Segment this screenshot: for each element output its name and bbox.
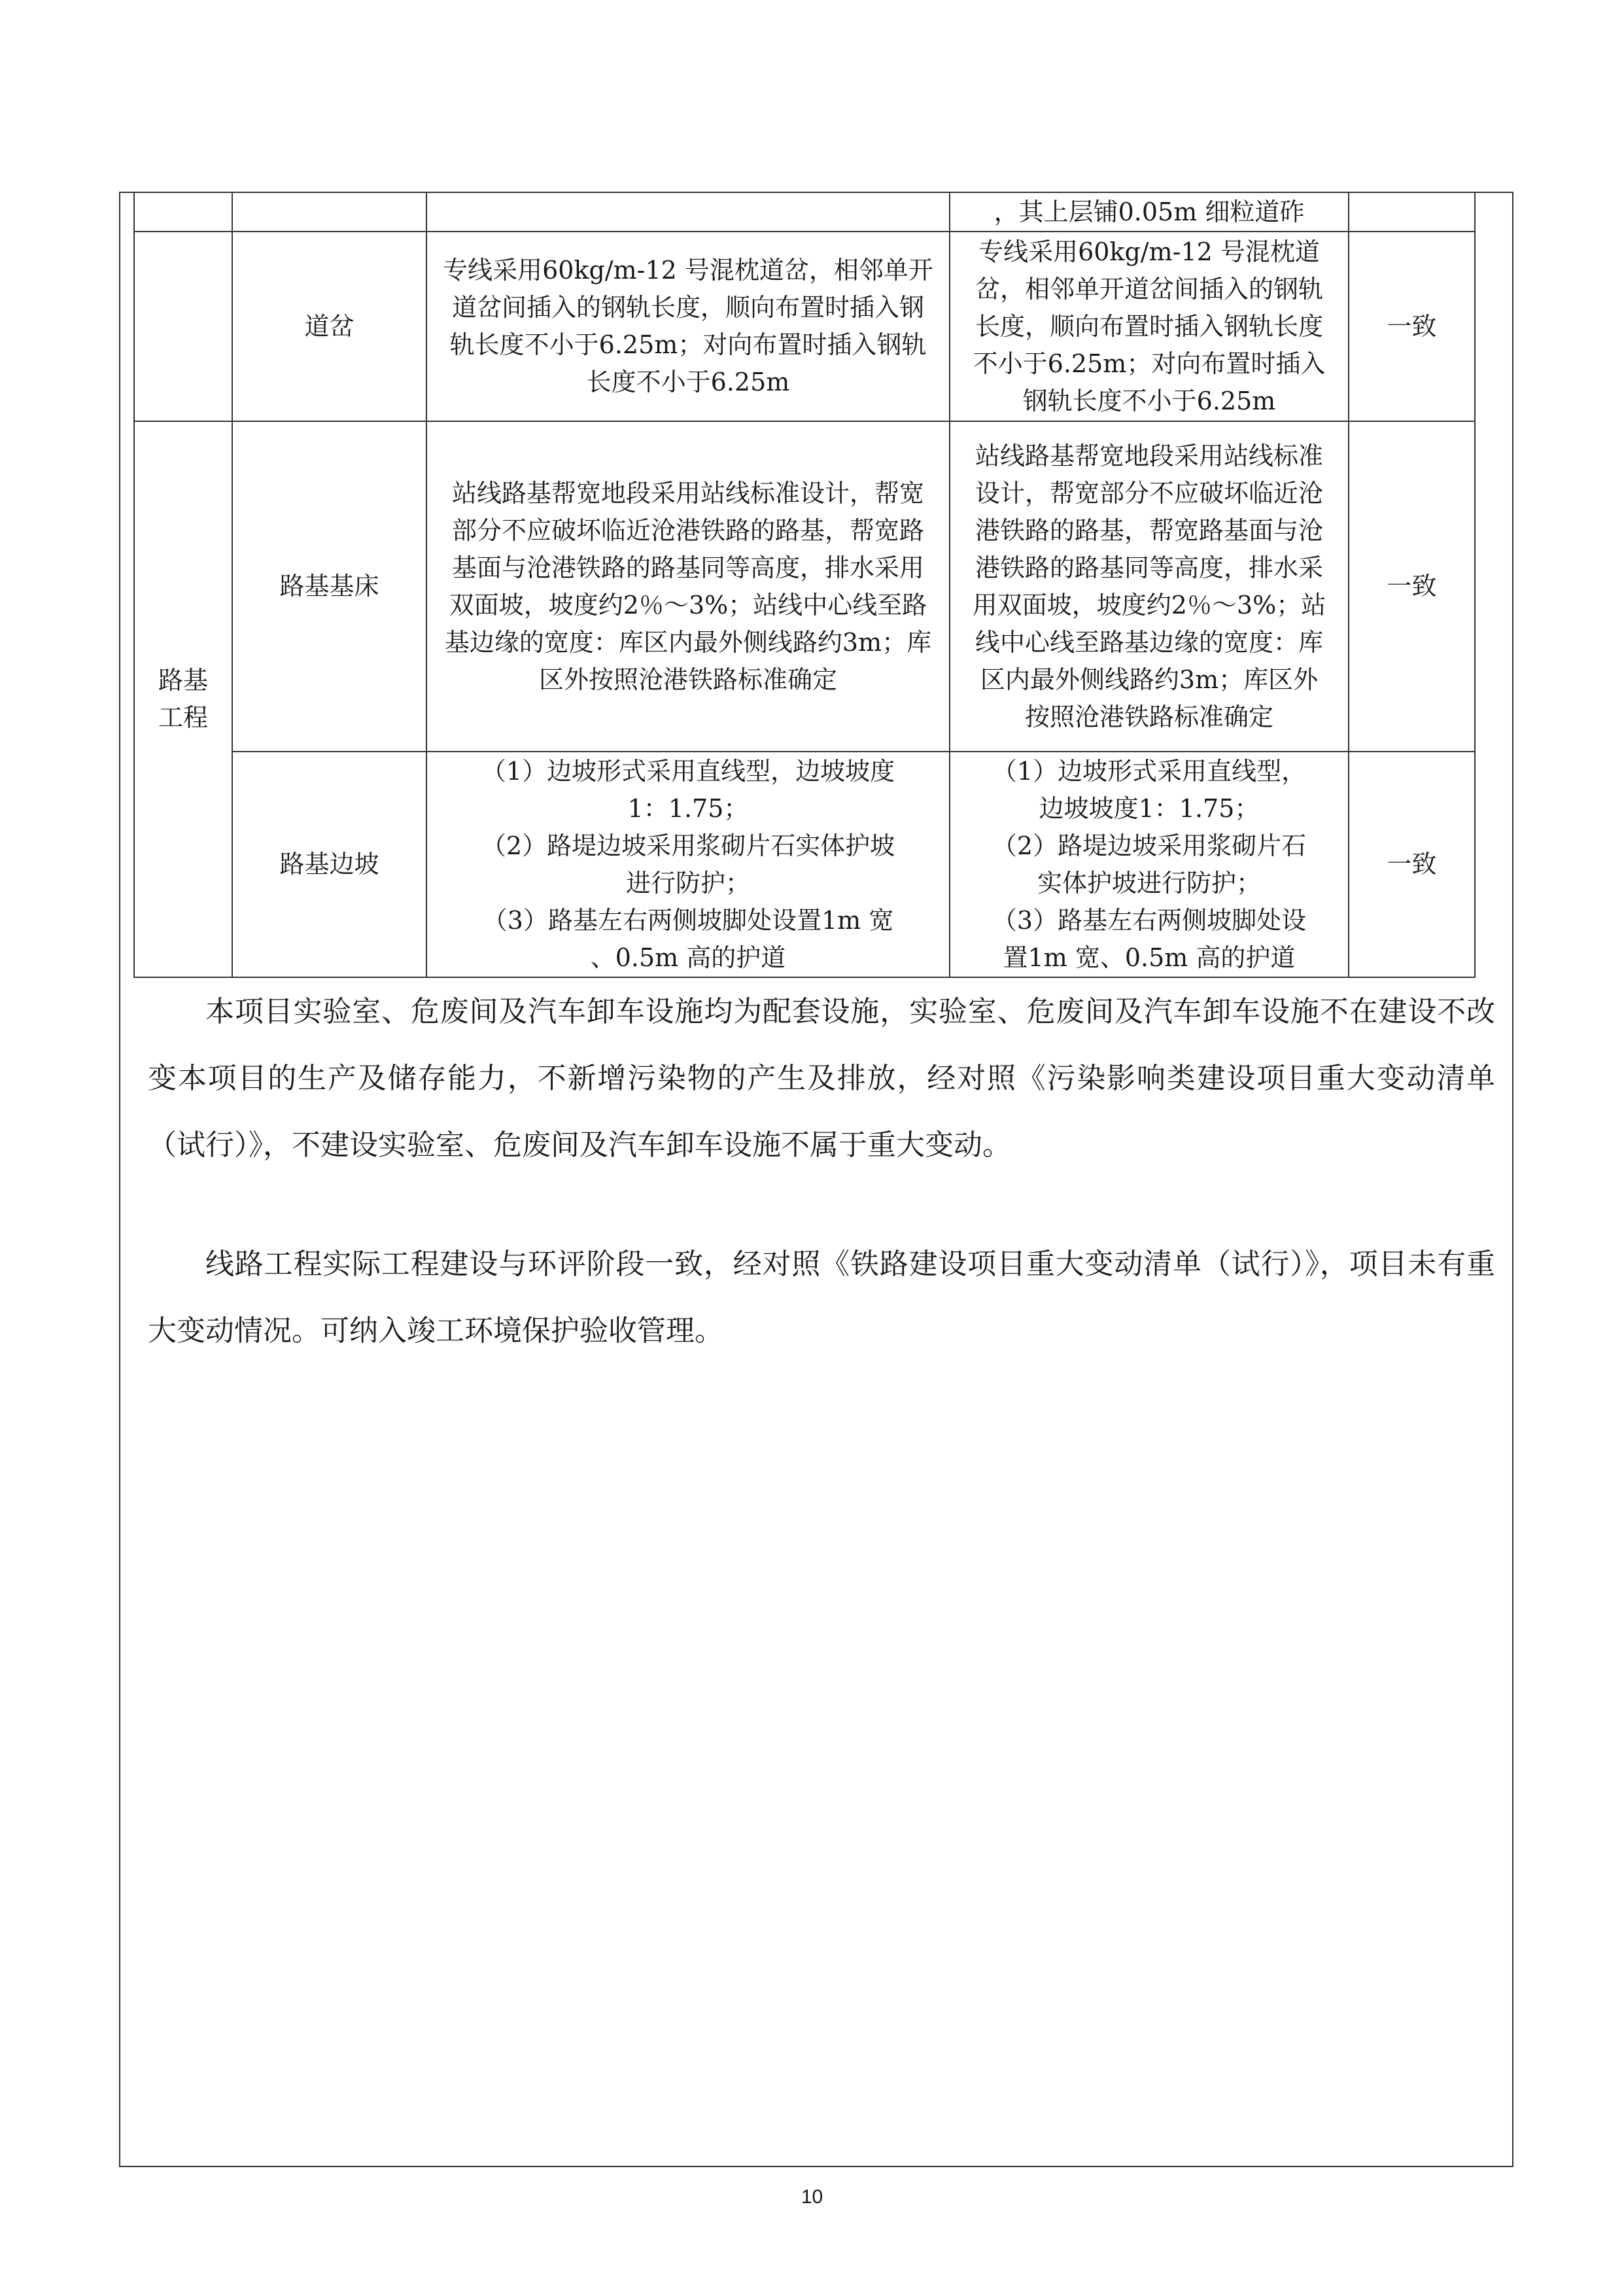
turnout-result: 一致: [1349, 232, 1475, 421]
table-cell-top-result: [1349, 192, 1475, 232]
slope-eia-line: （1）边坡形式采用直线型，边坡坡度: [481, 756, 895, 786]
page-number: 10: [801, 2186, 823, 2208]
slope-eia: [426, 752, 950, 977]
table-cell: [134, 192, 232, 232]
slope-eia-line: 进行防护；: [625, 868, 750, 897]
table-row-top: [134, 192, 1475, 232]
slope-eia-line: 、0.5m 高的护道: [590, 943, 786, 972]
turnout-eia: 专线采用60kg/m-12 号混枕道岔，相邻单开道岔间插入的钢轨长度，顺向布置时插入钢轨长度不小于6.25m；对向布置时插入钢轨长度不小于6.25m: [426, 232, 950, 421]
table-cell: [426, 192, 950, 232]
subgrade-label-line2: 工程: [158, 703, 208, 732]
slope-actual-line: 边坡坡度1：1.75；: [1039, 793, 1260, 823]
bed-result: 一致: [1349, 421, 1475, 752]
table-row-turnout: [134, 232, 1475, 421]
comparison-table: [133, 192, 1476, 978]
slope-actual-line: 置1m 宽、0.5m 高的护道: [1003, 943, 1296, 972]
table-cell: [232, 192, 426, 232]
slope-result: 一致: [1349, 752, 1475, 977]
table-cell: [134, 232, 232, 421]
bed-eia: 站线路基帮宽地段采用站线标准设计，帮宽部分不应破坏临近沧港铁路的路基，帮宽路基面与沧港铁路的路基同等高度，排水采用双面坡，坡度约2％～3%；站线中心线至路基边缘的宽度：库区内最外侧线路约3m；库区外按照沧港铁路标准确定: [426, 421, 950, 752]
paragraph-railway-conclusion: 线路工程实际工程建设与环评阶段一致，经对照《铁路建设项目重大变动清单（试行）》，项目未有重大变动情况。可纳入竣工环境保护验收管理。: [148, 1247, 1495, 1348]
bed-actual: 站线路基帮宽地段采用站线标准设计，帮宽部分不应破坏临近沧港铁路的路基，帮宽路基面与沧港铁路的路基同等高度，排水采用双面坡，坡度约2％～3%；站线中心线至路基边缘的宽度：库区内最外侧线路约3m；库区外按照沧港铁路标准确定: [950, 421, 1349, 752]
slope-item: 路基边坡: [232, 752, 426, 977]
slope-actual-line: （3）路基左右两侧坡脚处设: [992, 905, 1307, 935]
subgrade-group-label: [134, 421, 232, 977]
turnout-item: 道岔: [232, 232, 426, 421]
table-row-slope: [134, 752, 1475, 977]
subgrade-label-line1: 路基: [158, 666, 208, 695]
slope-eia-line: （2）路堤边坡采用浆砌片石实体护坡: [481, 831, 895, 860]
paragraph-facilities: 本项目实验室、危废间及汽车卸车设施均为配套设施，实验室、危废间及汽车卸车设施不在建设不改变本项目的生产及储存能力，不新增污染物的产生及排放，经对照《污染影响类建设项目重大变动清单（试行）》，不建设实验室、危废间及汽车卸车设施不属于重大变动。: [148, 995, 1495, 1162]
table-row-bed: [134, 421, 1475, 752]
slope-eia-line: 1：1.75；: [627, 793, 749, 823]
bed-item: 路基基床: [232, 421, 426, 752]
table-cell-top-actual: ，其上层铺0.05m 细粒道砟: [950, 192, 1349, 232]
slope-actual: [950, 752, 1349, 977]
slope-eia-line: （3）路基左右两侧坡脚处设置1m 宽: [482, 905, 894, 935]
turnout-actual: 专线采用60kg/m-12 号混枕道岔，相邻单开道岔间插入的钢轨长度，顺向布置时插入钢轨长度不小于6.25m；对向布置时插入钢轨长度不小于6.25m: [950, 232, 1349, 421]
slope-actual-line: 实体护坡进行防护；: [1037, 868, 1261, 897]
slope-actual-line: （1）边坡形式采用直线型，: [992, 756, 1307, 786]
slope-actual-line: （2）路堤边坡采用浆砌片石: [992, 831, 1307, 860]
